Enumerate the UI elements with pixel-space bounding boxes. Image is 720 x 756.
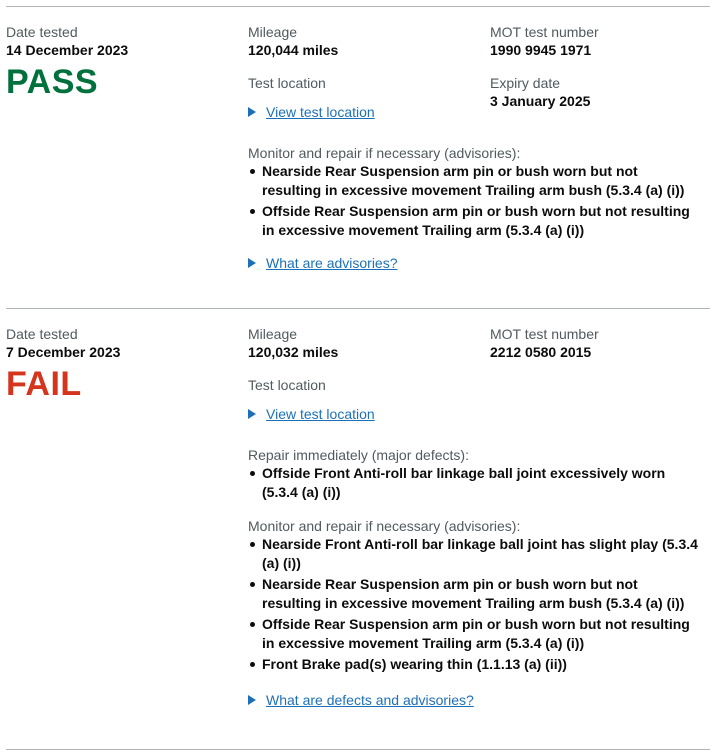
mot-test-number-label: MOT test number xyxy=(490,326,599,342)
mot-test-number-label: MOT test number xyxy=(490,24,599,40)
mileage-value: 120,044 miles xyxy=(248,42,339,58)
date-tested-label: Date tested xyxy=(6,24,78,40)
date-tested-value: 7 December 2023 xyxy=(6,344,121,360)
major-defects-heading: Repair immediately (major defects): xyxy=(248,447,469,463)
test-location-label: Test location xyxy=(248,377,326,393)
advisory-item: Nearside Front Anti-roll bar linkage ball joint has slight play (5.3.4 (a) (i)) xyxy=(248,535,698,573)
view-test-location-link[interactable]: View test location xyxy=(266,104,375,120)
mot-test-number-value: 2212 0580 2015 xyxy=(490,344,592,360)
advisory-item: Front Brake pad(s) wearing thin (1.1.13 (a) (ii)) xyxy=(248,655,698,674)
test-result-badge: PASS xyxy=(6,63,99,101)
triangle-right-icon xyxy=(248,409,256,419)
what-are-advisories-toggle[interactable] xyxy=(248,254,398,272)
advisory-item: Offside Rear Suspension arm pin or bush worn but not resulting in excessive movement Trailing arm (5.3.4 (a) (i)) xyxy=(248,615,698,653)
advisory-item: Nearside Rear Suspension arm pin or bush worn but not resulting in excessive movement Trailing arm bush (5.3.4 (a) (i)) xyxy=(248,162,698,200)
expiry-date-label: Expiry date xyxy=(490,75,561,91)
expiry-date-value: 3 January 2025 xyxy=(490,93,591,109)
triangle-right-icon xyxy=(248,258,256,268)
mileage-value: 120,032 miles xyxy=(248,344,339,360)
view-test-location-link[interactable]: View test location xyxy=(266,406,375,422)
mot-test-record xyxy=(6,6,710,308)
mileage-label: Mileage xyxy=(248,326,298,342)
mileage-label: Mileage xyxy=(248,24,298,40)
advisories-list xyxy=(248,162,698,242)
test-result-badge: FAIL xyxy=(6,365,82,403)
advisories-heading: Monitor and repair if necessary (advisories): xyxy=(248,518,521,534)
what-are-advisories-link[interactable]: What are advisories? xyxy=(266,255,398,271)
mot-test-number-value: 1990 9945 1971 xyxy=(490,42,592,58)
defect-item: Offside Front Anti-roll bar linkage ball joint excessively worn (5.3.4 (a) (i)) xyxy=(248,464,698,502)
mot-test-record xyxy=(6,308,710,744)
triangle-right-icon xyxy=(248,107,256,117)
test-location-label: Test location xyxy=(248,75,326,91)
what-are-defects-and-advisories-link[interactable]: What are defects and advisories? xyxy=(266,692,474,708)
triangle-right-icon xyxy=(248,695,256,705)
advisory-item: Nearside Rear Suspension arm pin or bush worn but not resulting in excessive movement Trailing arm bush (5.3.4 (a) (i)) xyxy=(248,575,698,613)
view-test-location-toggle[interactable] xyxy=(248,405,375,423)
advisory-item: Offside Rear Suspension arm pin or bush worn but not resulting in excessive movement Trailing arm (5.3.4 (a) (i)) xyxy=(248,202,698,240)
view-test-location-toggle[interactable] xyxy=(248,103,375,121)
advisories-heading: Monitor and repair if necessary (advisories): xyxy=(248,145,521,161)
advisories-list xyxy=(248,535,698,676)
date-tested-value: 14 December 2023 xyxy=(6,42,129,58)
date-tested-label: Date tested xyxy=(6,326,78,342)
major-defects-list xyxy=(248,464,698,504)
what-are-defects-and-advisories-toggle[interactable] xyxy=(248,691,474,709)
